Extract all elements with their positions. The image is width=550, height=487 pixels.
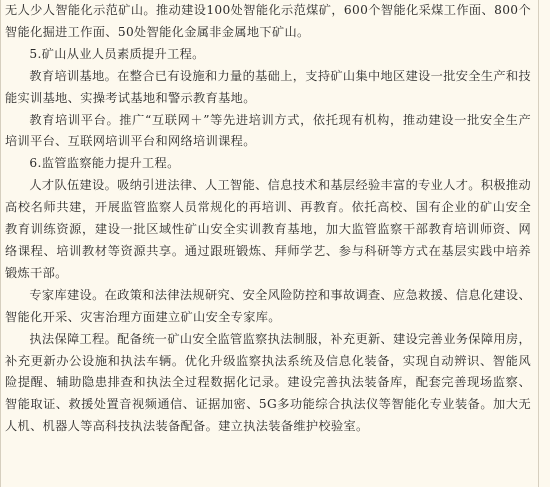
- paragraph-expert-database: 专家库建设。在政策和法律法规研究、安全风险防控和事故调查、应急救援、信息化建设、智能化开采、灾害治理方面建立矿山安全专家库。: [5, 287, 531, 324]
- paragraph-talent-team: 人才队伍建设。吸纳引进法律、人工智能、信息技术和基层经验丰富的专业人才。积极推动高校名师共建，开展监管监察人员常规化的再培训、再教育。依托高校、国有企业的矿山安全教育训练资源，建设一批区域性矿山安全实训教育基地，加大监管监察干部教育培训师资、网络课程、培训教材等资源共享。通过跟班锻炼、拜师学艺、参与科研等方式在基层实践中培养锻炼干部。: [5, 178, 531, 280]
- paragraph-demonstration-mines: 无人少人智能化示范矿山。推动建设100处智能化示范煤矿，600个智能化采煤工作面、800个智能化掘进工作面、50处智能化金属非金属地下矿山。: [5, 3, 531, 39]
- document-body: [5, 0, 531, 438]
- section-heading-supervision-capacity: 6.监管监察能力提升工程。: [29, 156, 180, 171]
- paragraph-training-platforms: 教育培训平台。推广“互联网＋”等先进培训方式，依托现有机构，推动建设一批安全生产培训平台、互联网培训平台和网络培训课程。: [5, 112, 531, 149]
- paragraph-training-bases: 教育培训基地。在整合已有设施和力量的基础上，支持矿山集中地区建设一批安全生产和技能实训基地、实操考试基地和警示教育基地。: [5, 68, 531, 105]
- section-heading-workforce-quality: 5.矿山从业人员素质提升工程。: [29, 46, 205, 61]
- paragraph-enforcement-support: 执法保障工程。配备统一矿山安全监管监察执法制服，补充更新、建设完善业务保障用房，补充更新办公设施和执法车辆。优化升级监察执法系统及信息化装备，实现自动辨识、智能风险提醒、辅助隐患排查和执法全过程数据化记录。建设完善执法装备库，配套完善现场监察、智能取证、救援处置音视频通信、证据加密、5G多功能综合执法仪等智能化专业装备。加大无人机、机器人等高科技执法装备配备。建立执法装备维护校验室。: [5, 331, 531, 434]
